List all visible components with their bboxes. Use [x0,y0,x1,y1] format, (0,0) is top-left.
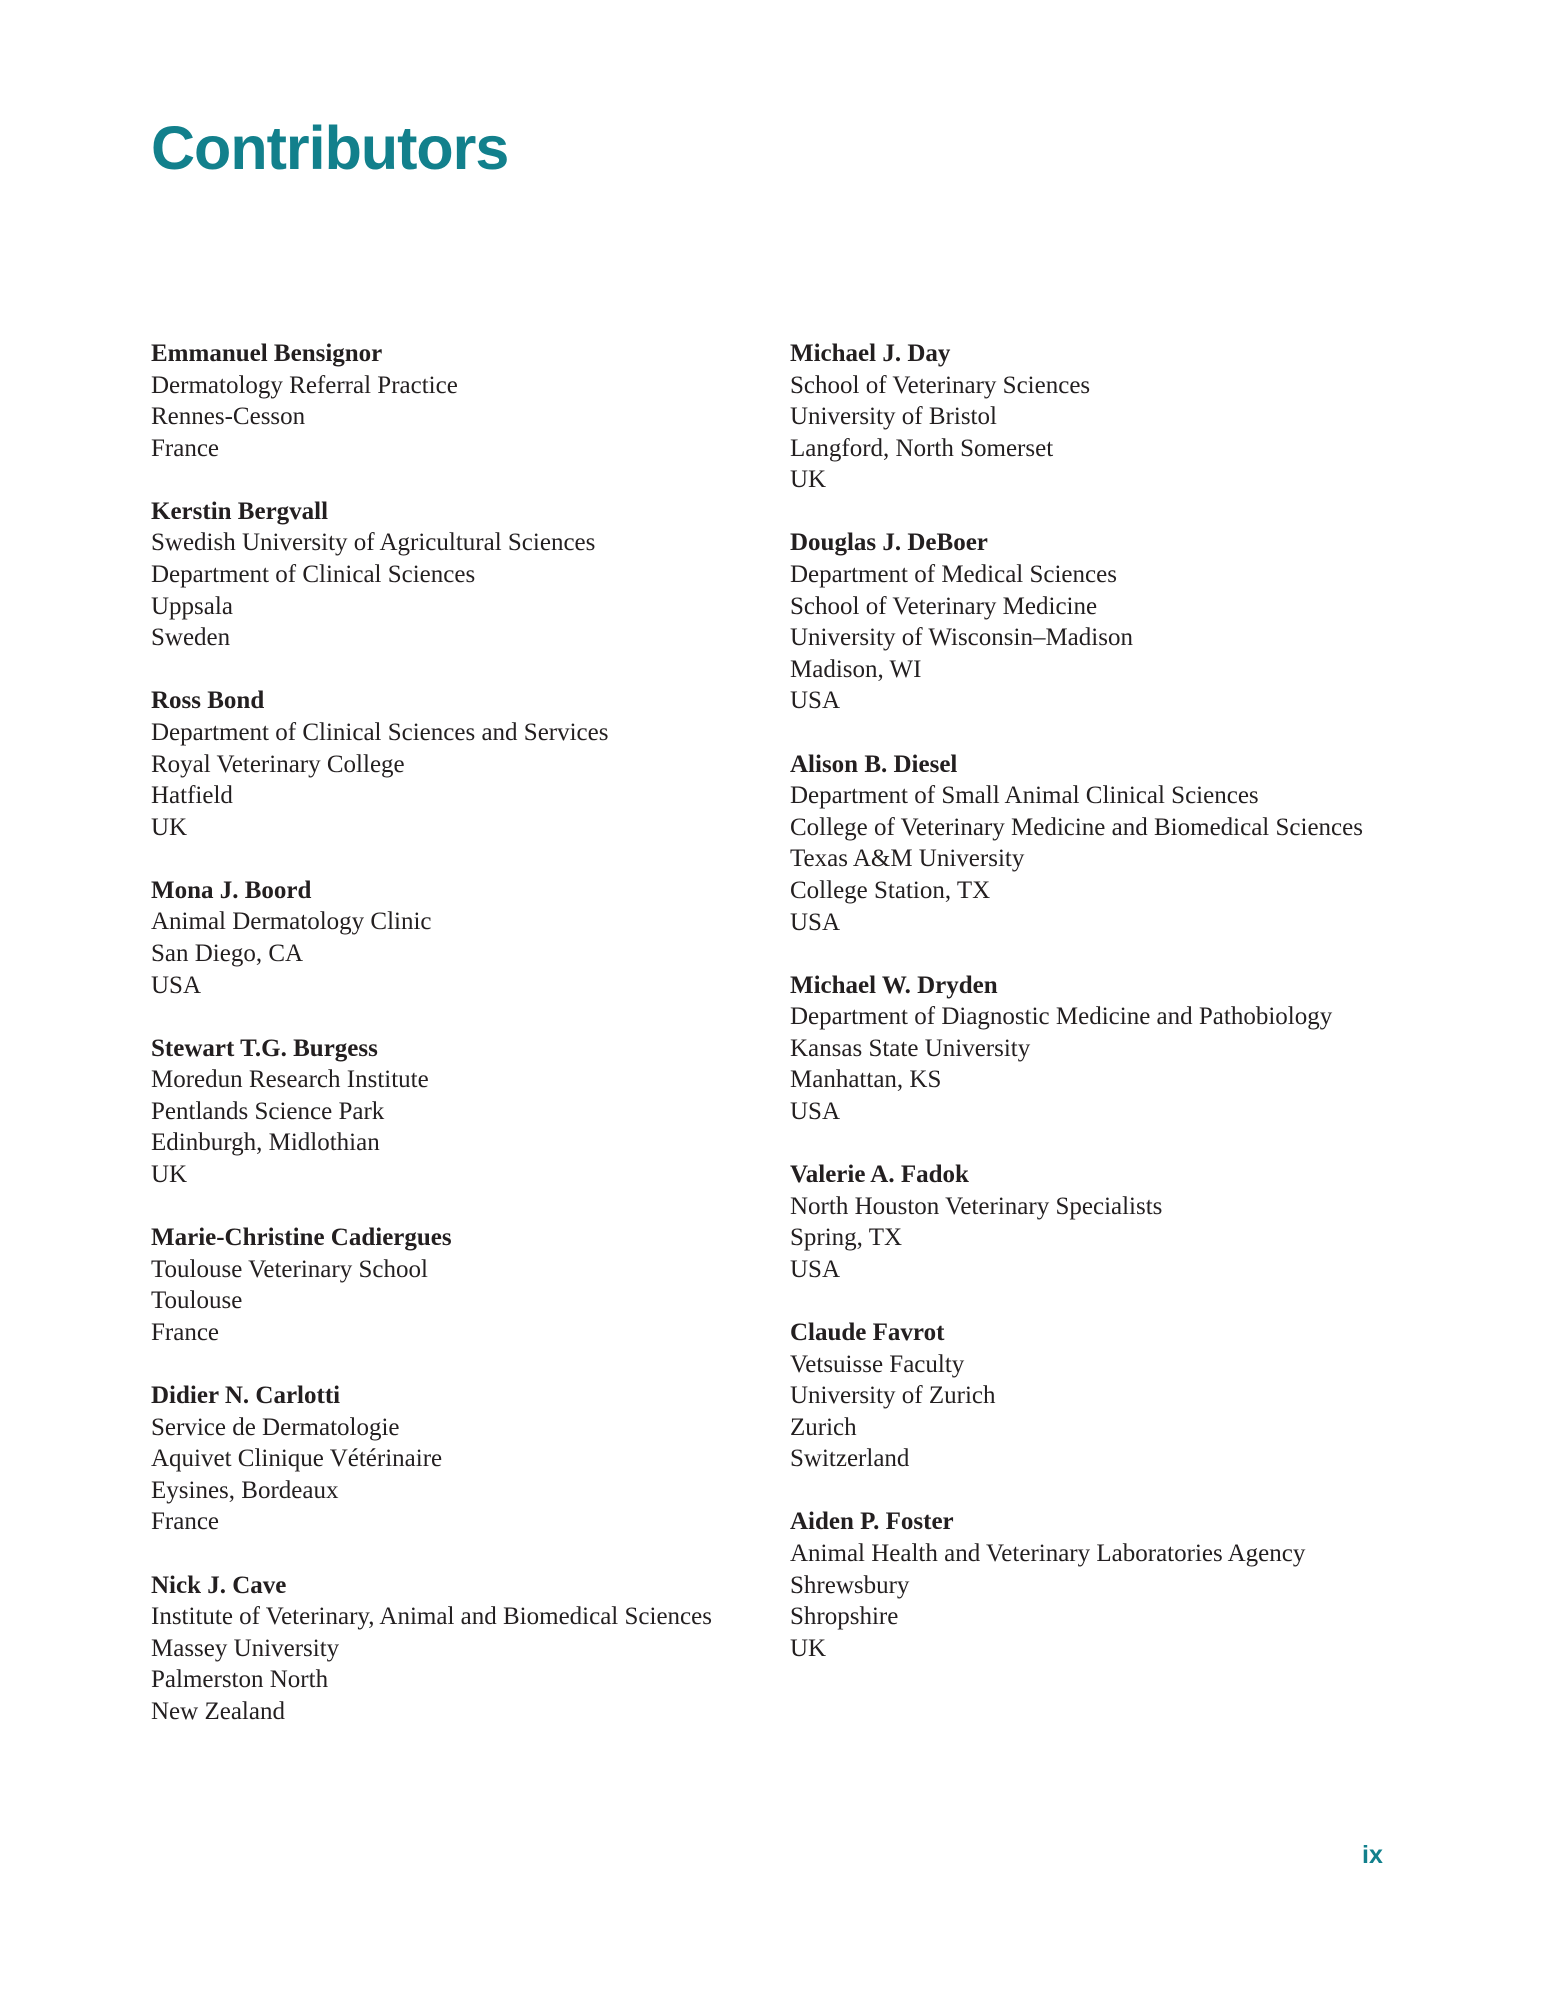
contributor-affiliation-line: Toulouse [151,1287,243,1315]
contributor-entry [151,1222,751,1348]
contributor-affiliation-line: Palmerston North [151,1666,329,1694]
contributor-entry [151,496,751,654]
contributor-affiliation-line: Shropshire [790,1603,899,1631]
page-number: ix [1362,1841,1383,1869]
contributor-affiliation-line: Rennes-Cesson [151,403,306,431]
contributor-name: Michael W. Dryden [790,971,998,999]
contributors-left-column [151,338,751,1759]
contributor-affiliation-line: Edinburgh, Midlothian [151,1129,380,1157]
contributor-affiliation-line: University of Wisconsin–Madison [790,624,1133,652]
contributor-entry [151,338,751,464]
contributor-entry [790,1506,1430,1664]
contributor-name: Stewart T.G. Burgess [151,1034,378,1062]
contributor-name: Mona J. Boord [151,876,312,904]
contributor-affiliation-line: Service de Dermatologie [151,1413,400,1441]
contributor-affiliation-line: Shrewsbury [790,1571,910,1599]
contributor-entry [151,875,751,1001]
contributor-affiliation-line: Eysines, Bordeaux [151,1476,339,1504]
contributor-affiliation-line: Switzerland [790,1445,910,1473]
contributor-affiliation-line: Spring, TX [790,1224,903,1252]
contributor-affiliation-line: Dermatology Referral Practice [151,371,458,399]
contributor-affiliation-line: UK [790,1634,827,1662]
contributor-name: Kerstin Bergvall [151,497,329,525]
contributor-affiliation-line: USA [790,1255,841,1283]
contributor-entry [790,1317,1430,1475]
contributor-affiliation-line: Sweden [151,624,231,652]
contributor-affiliation-line: Texas A&M University [790,845,1025,873]
contributor-affiliation-line: Royal Veterinary College [151,750,405,778]
contributor-affiliation-line: France [151,434,220,462]
contributor-affiliation-line: School of Veterinary Sciences [790,371,1091,399]
contributor-affiliation-line: Toulouse Veterinary School [151,1255,428,1283]
contributor-affiliation-line: New Zealand [151,1697,285,1725]
contributor-affiliation-line: School of Veterinary Medicine [790,592,1098,620]
contributor-affiliation-line: USA [790,1097,841,1125]
contributor-affiliation-line: Kansas State University [790,1034,1031,1062]
contributor-affiliation-line: USA [151,971,202,999]
contributor-affiliation-line: Pentlands Science Park [151,1097,385,1125]
contributor-affiliation-line: UK [151,813,188,841]
contributor-name: Didier N. Carlotti [151,1382,341,1410]
contributor-affiliation-line: Langford, North Somerset [790,434,1054,462]
contributor-affiliation-line: France [151,1508,220,1536]
contributor-affiliation-line: University of Bristol [790,403,997,431]
contributor-affiliation-line: Aquivet Clinique Vétérinaire [151,1445,443,1473]
contributor-affiliation-line: Swedish University of Agricultural Sciences [151,529,596,557]
contributor-affiliation-line: UK [790,466,827,494]
contributor-affiliation-line: Department of Clinical Sciences and Services [151,718,609,746]
contributor-affiliation-line: San Diego, CA [151,940,304,967]
contributor-name: Douglas J. DeBoer [790,529,988,557]
contributor-affiliation-line: North Houston Veterinary Specialists [790,1192,1163,1220]
contributor-affiliation-line: Department of Medical Sciences [790,561,1117,589]
contributor-affiliation-line: Hatfield [151,782,233,810]
contributor-entry [790,338,1430,496]
contributor-entry [151,1380,751,1538]
contributor-entry [151,1570,751,1728]
contributor-affiliation-line: Moredun Research Institute [151,1066,429,1094]
contributor-entry [151,1033,751,1191]
contributor-affiliation-line: Department of Small Animal Clinical Sciences [790,782,1259,810]
contributor-affiliation-line: Vetsuisse Faculty [790,1350,965,1378]
contributor-affiliation-line: University of Zurich [790,1382,996,1410]
contributor-name: Alison B. Diesel [790,750,958,778]
contributor-entry [790,527,1430,717]
contributor-affiliation-line: Uppsala [151,592,233,620]
contributor-entry [790,970,1430,1128]
contributor-entry [790,1159,1430,1285]
contributor-name: Marie-Christine Cadiergues [151,1224,452,1252]
contributor-name: Nick J. Cave [151,1571,287,1599]
contributor-name: Ross Bond [151,687,265,715]
contributor-name: Claude Favrot [790,1318,945,1346]
contributor-affiliation-line: France [151,1318,220,1346]
contributor-affiliation-line: Massey University [151,1634,340,1662]
contributor-affiliation-line: College Station, TX [790,876,991,904]
contributor-affiliation-line: College of Veterinary Medicine and Biomedical Sciences [790,813,1363,841]
contributor-name: Michael J. Day [790,340,951,367]
contributor-name: Emmanuel Bensignor [151,340,383,367]
contributor-affiliation-line: Manhattan, KS [790,1066,942,1094]
contributor-affiliation-line: Zurich [790,1413,857,1441]
contributor-affiliation-line: USA [790,908,841,936]
contributor-affiliation-line: Madison, WI [790,655,922,683]
contributor-affiliation-line: Institute of Veterinary, Animal and Biomedical Sciences [151,1603,712,1631]
contributor-name: Valerie A. Fadok [790,1161,969,1189]
contributor-affiliation-line: Animal Health and Veterinary Laboratories Agency [790,1540,1306,1567]
contributor-affiliation-line: UK [151,1161,188,1189]
contributor-affiliation-line: Department of Diagnostic Medicine and Pathobiology [790,1003,1333,1031]
contributor-affiliation-line: USA [790,687,841,715]
contributor-affiliation-line: Department of Clinical Sciences [151,561,476,589]
contributor-affiliation-line: Animal Dermatology Clinic [151,908,432,936]
contributor-name: Aiden P. Foster [790,1508,954,1536]
contributors-right-column [790,338,1430,1696]
contributor-entry [790,749,1430,939]
page-title: Contributors [151,114,509,182]
contributor-entry [151,685,751,843]
